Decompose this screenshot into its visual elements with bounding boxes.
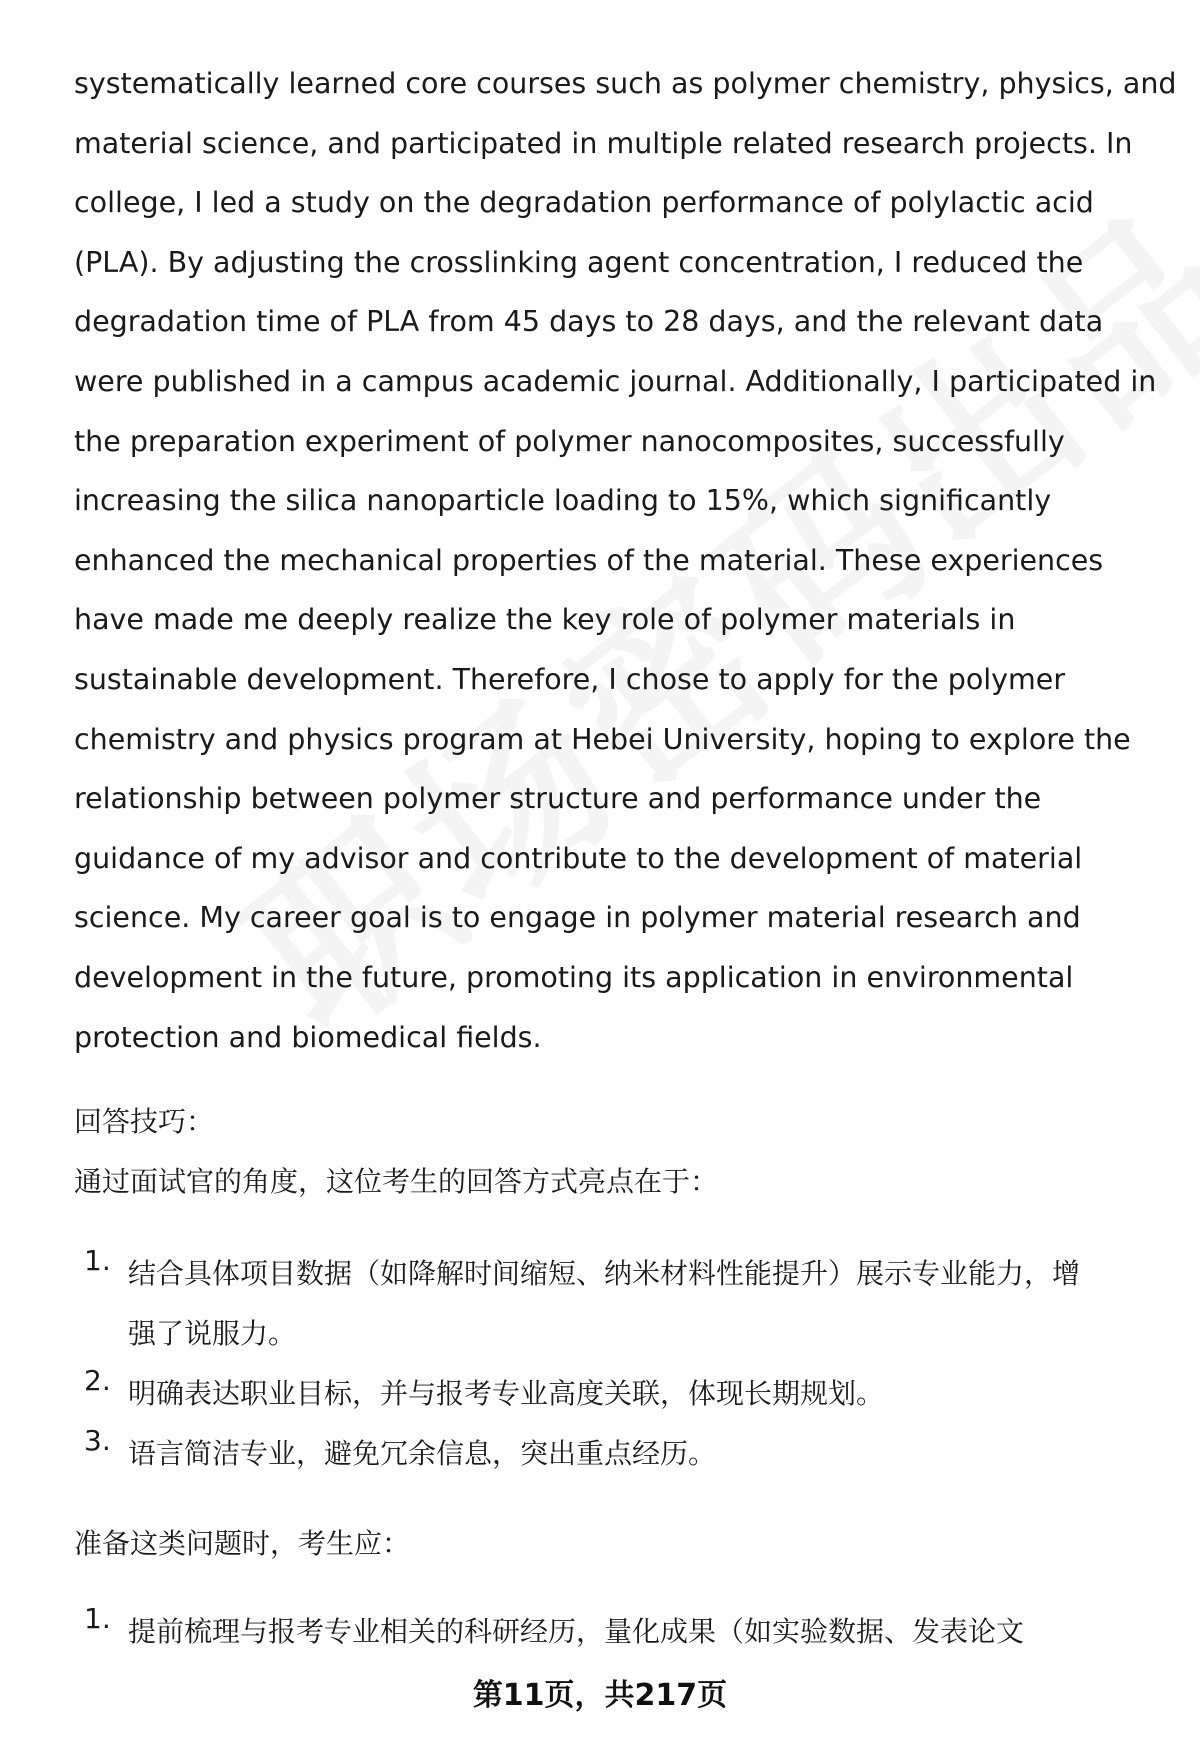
prep-heading: 准备这类问题时，考生应： bbox=[74, 1527, 411, 1560]
essay-line: enhanced the mechanical properties of the material. These experiences bbox=[74, 543, 1104, 577]
list-item bbox=[74, 1364, 1154, 1424]
essay-line: science. My career goal is to engage in polymer material research and bbox=[74, 901, 1081, 935]
essay-line: college, I led a study on the degradation performance of polylactic acid bbox=[74, 186, 1094, 220]
list-item-text: 语言简洁专业，避免冗余信息，突出重点经历。 bbox=[128, 1437, 717, 1470]
essay-line: sustainable development. Therefore, I chose to apply for the polymer bbox=[74, 662, 1066, 696]
essay-line: material science, and participated in multiple related research projects. In bbox=[74, 126, 1133, 160]
list-number: 2. bbox=[84, 1364, 111, 1397]
list-number: 1. bbox=[84, 1602, 111, 1635]
prep-list bbox=[74, 1602, 1154, 1662]
essay-line: degradation time of PLA from 45 days to 28 days, and the relevant data bbox=[74, 305, 1104, 339]
tips-heading: 回答技巧： bbox=[74, 1105, 215, 1138]
tips-list bbox=[74, 1244, 1154, 1484]
essay-line: the preparation experiment of polymer nanocomposites, successfully bbox=[74, 424, 1065, 458]
essay-line: guidance of my advisor and contribute to the development of material bbox=[74, 841, 1083, 875]
page-number: 第11页，共217页 bbox=[472, 1678, 728, 1713]
essay-line: were published in a campus academic journal. Additionally, I participated in bbox=[74, 364, 1157, 398]
essay-line: development in the future, promoting its application in environmental bbox=[74, 960, 1074, 994]
essay-line: have made me deeply realize the key role of polymer materials in bbox=[74, 603, 1016, 637]
list-item-text: 明确表达职业目标，并与报考专业高度关联，体现长期规划。 bbox=[128, 1377, 885, 1410]
list-item bbox=[74, 1244, 1154, 1364]
list-item bbox=[74, 1424, 1154, 1484]
list-number: 3. bbox=[84, 1424, 111, 1457]
essay-line: relationship between polymer structure and performance under the bbox=[74, 782, 1042, 816]
essay-line: chemistry and physics program at Hebei University, hoping to explore the bbox=[74, 722, 1131, 756]
tips-intro: 通过面试官的角度，这位考生的回答方式亮点在于： bbox=[74, 1165, 719, 1198]
list-number: 1. bbox=[84, 1244, 111, 1277]
list-item bbox=[74, 1602, 1154, 1662]
essay-line: (PLA). By adjusting the crosslinking agent concentration, I reduced the bbox=[74, 245, 1084, 279]
list-item-text: 强了说服力。 bbox=[128, 1317, 297, 1350]
list-item-text: 提前梳理与报考专业相关的科研经历，量化成果（如实验数据、发表论文 bbox=[128, 1615, 1025, 1648]
essay-line: systematically learned core courses such as polymer chemistry, physics, and bbox=[74, 67, 1177, 100]
essay-line: increasing the silica nanoparticle loading to 15%, which significantly bbox=[74, 484, 1052, 518]
essay-paragraph bbox=[74, 54, 1177, 1067]
list-item-text: 结合具体项目数据（如降解时间缩短、纳米材料性能提升）展示专业能力，增 bbox=[128, 1257, 1081, 1290]
essay-line: protection and biomedical fields. bbox=[74, 1020, 542, 1054]
